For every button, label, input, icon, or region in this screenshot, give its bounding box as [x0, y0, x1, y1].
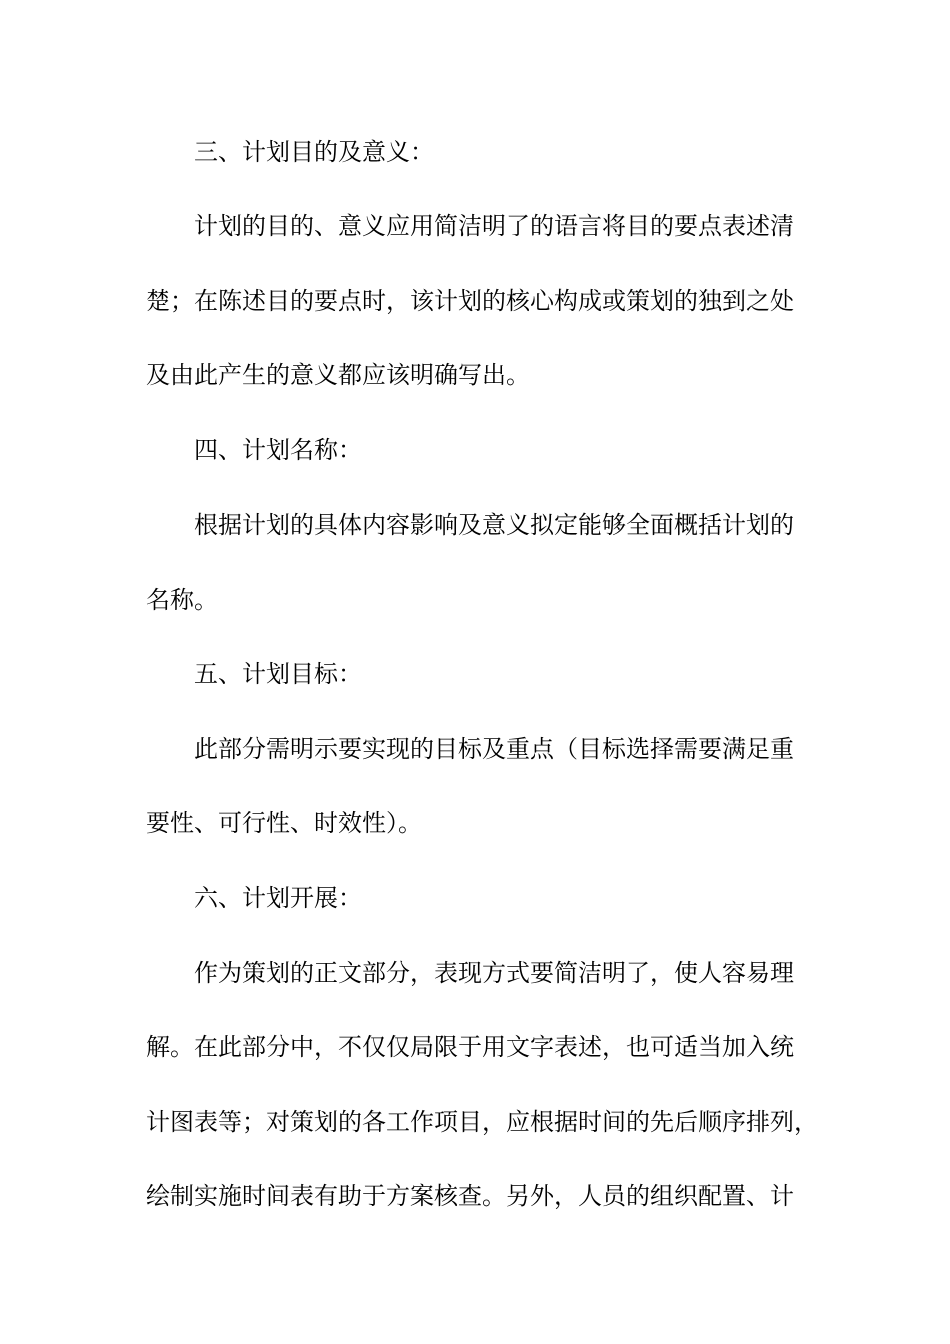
paragraph-line: 名称。 — [146, 586, 218, 614]
heading-purpose-significance: 三、计划目的及意义： — [194, 138, 434, 166]
paragraph-line: 此部分需明示要实现的目标及重点（目标选择需要满足重 — [194, 735, 794, 763]
paragraph-line: 计图表等；对策划的各工作项目，应根据时间的先后顺序排列， — [146, 1108, 818, 1136]
heading-plan-name: 四、计划名称： — [194, 436, 362, 464]
paragraph-line: 作为策划的正文部分，表现方式要简洁明了，使人容易理 — [194, 959, 794, 987]
paragraph-line: 绘制实施时间表有助于方案核查。另外，人员的组织配置、计 — [146, 1182, 794, 1210]
paragraph-line: 根据计划的具体内容影响及意义拟定能够全面概括计划的 — [194, 511, 794, 539]
heading-plan-execution: 六、计划开展： — [194, 884, 362, 912]
paragraph-line: 楚；在陈述目的要点时，该计划的核心构成或策划的独到之处 — [146, 287, 794, 315]
paragraph-line: 解。在此部分中，不仅仅局限于用文字表述，也可适当加入统 — [146, 1033, 794, 1061]
heading-plan-goals: 五、计划目标： — [194, 660, 362, 688]
paragraph-line: 要性、可行性、时效性）。 — [146, 809, 422, 837]
paragraph-line: 计划的目的、意义应用简洁明了的语言将目的要点表述清 — [194, 212, 794, 240]
paragraph-line: 及由此产生的意义都应该明确写出。 — [146, 361, 530, 389]
